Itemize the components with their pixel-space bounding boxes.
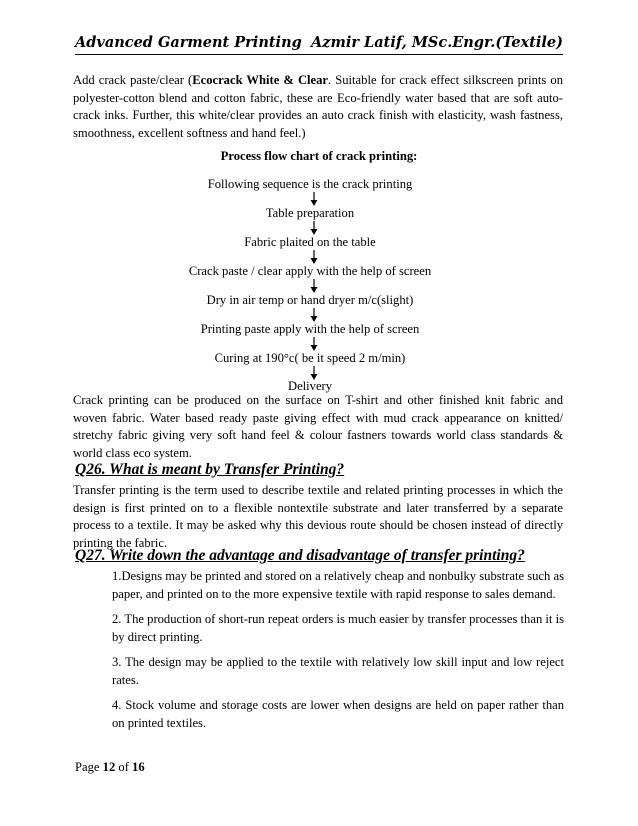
down-arrow-icon xyxy=(310,308,318,322)
flow-step: Dry in air temp or hand dryer m/c(slight) xyxy=(206,293,414,307)
down-arrow-icon xyxy=(310,250,318,264)
header-title: Advanced Garment Printing xyxy=(75,34,302,51)
q27-item: 4. Stock volume and storage costs are lower when designs are held on paper rather than on printed textiles. xyxy=(112,698,564,730)
intro-product-name: Ecocrack White & Clear xyxy=(192,73,329,87)
down-arrow-icon xyxy=(310,279,318,293)
page-number: 12 xyxy=(102,760,116,774)
flow-step: Curing at 190°c( be it speed 2 m/min) xyxy=(214,351,406,365)
down-arrow-icon xyxy=(310,337,318,351)
crack-printing-paragraph: Crack printing can be produced on the surface on T-shirt and other finished knit fabric and woven fabric. Water based ready paste giving effect with mud crack appearance on knitted/ stretchy fabric giving very soft hand feel & colour fastners towards world class standards & world class eco system. xyxy=(73,393,563,460)
header-author: Azmir Latif, MSc.Engr.(Textile) xyxy=(311,34,563,51)
q27-item: 1.Designs may be printed and stored on a relatively cheap and nonbulky substrate such as paper, and printed on to the more expensive textile with rapid response to sales demand. xyxy=(112,569,564,601)
intro-paragraph xyxy=(73,72,563,142)
intro-post: . Suitable for crack effect silkscreen prints on polyester-cotton blend and cotton fabric, these are Eco-friendly water based that are soft auto-crack inks. Further, this white/clear provides an auto crack finish with elasticity, wash fastness, smoothness, excellent softness and hand feel.) xyxy=(73,73,563,140)
total-pages: 16 xyxy=(132,760,145,774)
of-label: of xyxy=(118,760,129,774)
flow-step: Fabric plaited on the table xyxy=(244,235,376,249)
intro-pre: Add crack paste/clear ( xyxy=(73,73,193,87)
flow-step: Delivery xyxy=(287,379,333,393)
flow-step: Crack paste / clear apply with the help of screen xyxy=(188,264,432,278)
q26-answer: Transfer printing is the term used to describe textile and related printing processes in which the design is first printed on to a flexible nontextile substrate and later transferred by a separate process to a textile. It may be asked why this devious route should be chosen instead of directly printing the fabric. xyxy=(73,483,563,550)
q27-item: 3. The design may be applied to the textile with relatively low skill input and low reject rates. xyxy=(112,655,564,687)
down-arrow-icon xyxy=(310,192,318,206)
q26-heading: Q26. What is meant by Transfer Printing? xyxy=(75,461,345,478)
flow-chart-title: Process flow chart of crack printing: xyxy=(220,149,418,163)
page-label: Page xyxy=(75,760,100,774)
header-rule xyxy=(75,54,563,55)
q27-item: 2. The production of short-run repeat orders is much easier by transfer processes than it is by direct printing. xyxy=(112,612,564,644)
page-header xyxy=(75,34,563,56)
flow-step: Following sequence is the crack printing xyxy=(207,177,413,191)
down-arrow-icon xyxy=(310,221,318,235)
q27-heading: Q27. Write down the advantage and disadvantage of transfer printing? xyxy=(75,547,525,564)
page-footer xyxy=(75,760,145,775)
flow-step: Table preparation xyxy=(265,206,355,220)
flow-step: Printing paste apply with the help of screen xyxy=(200,322,420,336)
